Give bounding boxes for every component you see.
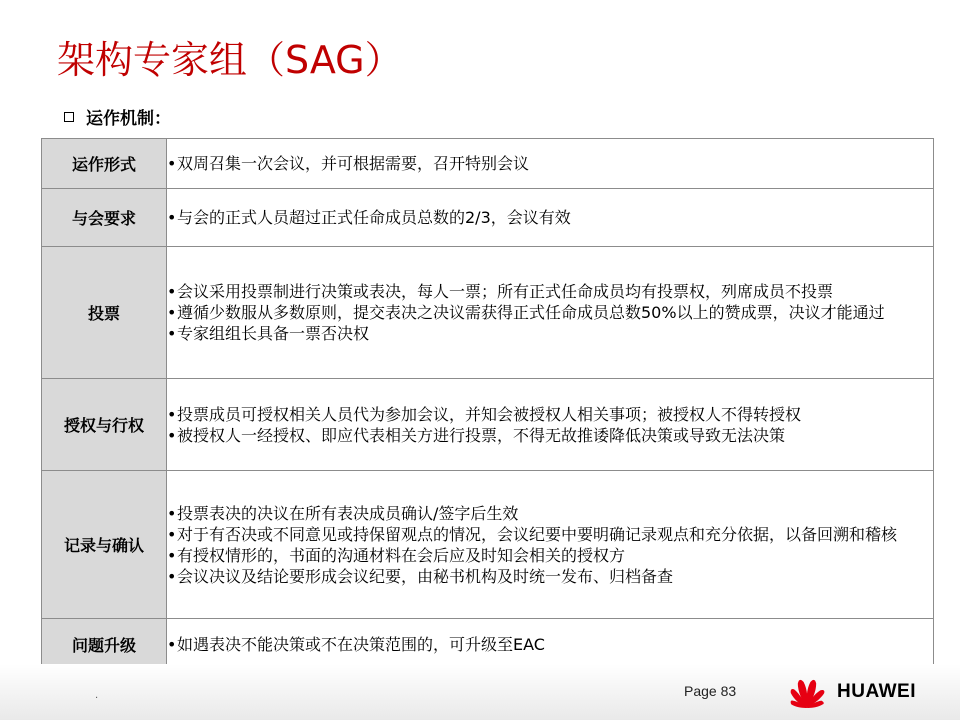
list-item: • 双周召集一次会议，并可根据需要，召开特别会议: [167, 154, 530, 173]
bullet-icon: •: [167, 324, 177, 343]
list-item: • 投票成员可授权相关人员代为参加会议，并知会被授权人相关事项；被授权人不得转授权: [167, 404, 802, 424]
table-row: [42, 139, 934, 189]
row-content: [167, 139, 934, 189]
bullet-icon: •: [167, 303, 177, 322]
row-content: [167, 471, 934, 619]
bullet-icon: •: [167, 524, 177, 544]
subtitle-text: 运作机制：: [86, 109, 171, 129]
list-item: • 与会的正式人员超过正式任命成员总数的2/3，会议有效: [167, 208, 571, 227]
bullet-icon: •: [167, 404, 177, 424]
brand-name: HUAWEI: [837, 681, 916, 702]
row-label: 运作形式: [42, 139, 167, 189]
section-subtitle: [64, 104, 171, 129]
bullet-icon: •: [167, 425, 177, 445]
bullet-icon: •: [167, 566, 177, 586]
list-item: • 投票表决的决议在所有表决成员确认/签字后生效: [167, 503, 519, 523]
bullet-icon: •: [167, 503, 177, 523]
row-content: [167, 189, 934, 247]
bullet-icon: •: [167, 208, 177, 227]
list-item: • 遵循少数服从多数原则，提交表决之决议需获得正式任命成员总数50%以上的赞成票，决议才能通过: [167, 303, 885, 322]
row-label: 记录与确认: [42, 471, 167, 619]
bullet-icon: •: [167, 154, 177, 173]
table-row: [42, 471, 934, 619]
row-label: 问题升级: [42, 619, 167, 671]
list-item: • 会议采用投票制进行决策或表决，每人一票；所有正式任命成员均有投票权，列席成员不投票: [167, 282, 834, 301]
bullet-icon: •: [167, 282, 177, 301]
bullet-icon: •: [167, 635, 177, 654]
huawei-petal-icon: [785, 674, 829, 710]
list-item: • 有授权情形的，书面的沟通材料在会后应及时知会相关的授权方: [167, 545, 626, 565]
square-bullet-icon: [64, 112, 74, 122]
row-label: 与会要求: [42, 189, 167, 247]
row-content: [167, 619, 934, 671]
table-row: [42, 619, 934, 671]
list-item: • 对于有否决或不同意见或持保留观点的情况，会议纪要中要明确记录观点和充分依据，以备回溯和稽核: [167, 524, 898, 544]
page-title: 架构专家组（SAG）: [57, 38, 403, 82]
bullet-icon: •: [167, 545, 177, 565]
table-row: [42, 247, 934, 379]
list-item: • 专家组组长具备一票否决权: [167, 324, 370, 343]
row-content: [167, 247, 934, 379]
row-content: [167, 379, 934, 471]
list-item: • 如遇表决不能决策或不在决策范围的，可升级至EAC: [167, 635, 545, 654]
page-number: Page 83: [684, 683, 737, 699]
list-item: • 被授权人一经授权、即应代表相关方进行投票，不得无故推诿降低决策或导致无法决策: [167, 425, 786, 445]
row-label: 授权与行权: [42, 379, 167, 471]
table-row: [42, 189, 934, 247]
list-item: • 会议决议及结论要形成会议纪要，由秘书机构及时统一发布、归档备查: [167, 566, 674, 586]
mechanism-table: [41, 138, 934, 671]
table-row: [42, 379, 934, 471]
huawei-logo: [785, 674, 916, 710]
footer-dot: .: [95, 690, 99, 701]
row-label: 投票: [42, 247, 167, 379]
